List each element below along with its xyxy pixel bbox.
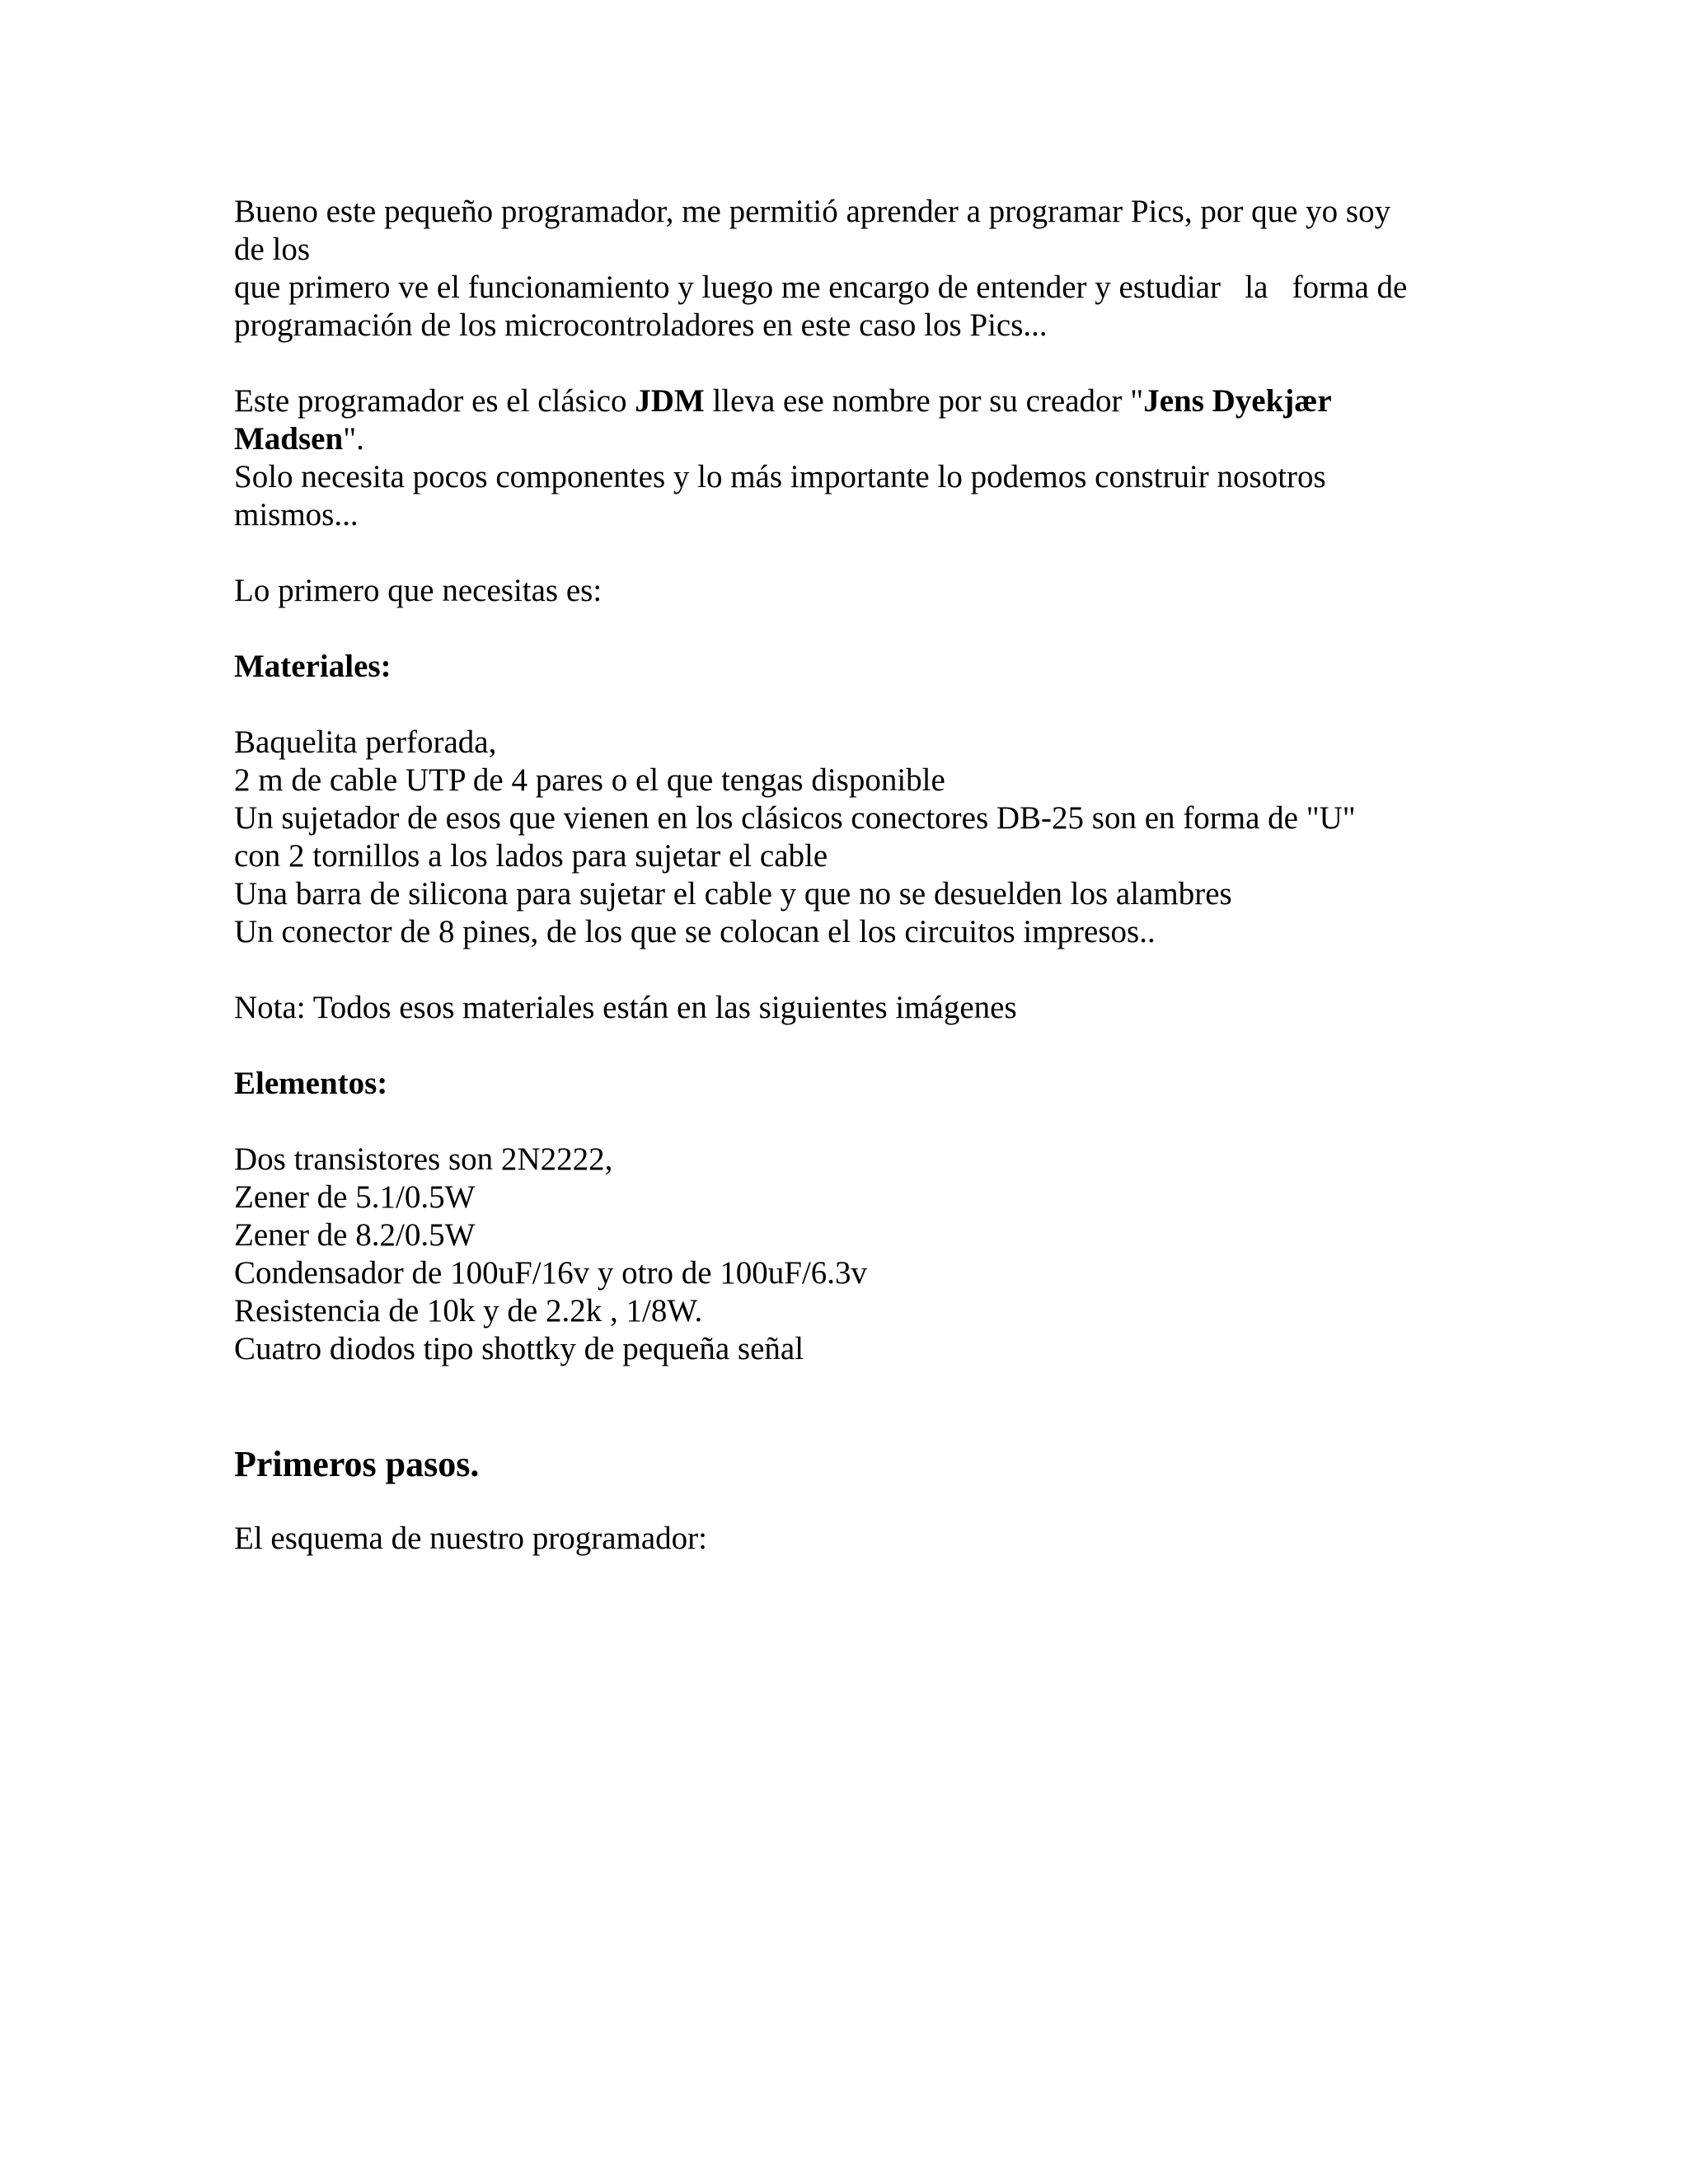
elementos-list [234,1141,1462,1368]
creator-name-first: Jens Dyekjær [1143,383,1332,419]
document-body [234,193,1462,1596]
intro-line: de los [234,232,311,267]
intro-line: programación de los microcontroladores en este caso los Pics... [234,307,1048,343]
lead-text: Lo primero que necesitas es: [234,573,603,608]
lead-paragraph [234,572,1462,610]
primeros-pasos-heading: Primeros pasos. [234,1444,480,1484]
jdm-text-pre: Este programador es el clásico [234,383,635,419]
materiales-list [234,724,1462,951]
materiales-heading: Materiales: [234,649,392,684]
intro-paragraph [234,193,1462,344]
nota-text: Nota: Todos esos materiales están en las siguientes imágenes [234,990,1017,1025]
intro-line: que primero ve el funcionamiento y luego me encargo de entender y estudiar la forma de [234,269,1408,305]
nota-paragraph [234,989,1462,1027]
list-item: Cuatro diodos tipo shottky de pequeña señal [234,1331,804,1366]
list-item: Condensador de 100uF/16v y otro de 100uF/6.3v [234,1255,868,1291]
list-item: Un conector de 8 pines, de los que se colocan el los circuitos impresos.. [234,914,1156,949]
jdm-name: JDM [635,383,705,419]
jdm-text-mid: lleva ese nombre por su creador " [704,383,1144,419]
list-item: Baquelita perforada, [234,724,497,760]
elementos-heading: Elementos: [234,1066,388,1101]
list-item: con 2 tornillos a los lados para sujetar el cable [234,838,828,874]
jdm-text-post: ". [343,421,364,457]
jdm-line-4: mismos... [234,497,359,532]
list-item: Un sujetador de esos que vienen en los clásicos conectores DB-25 son en forma de "U" [234,800,1356,836]
list-item: 2 m de cable UTP de 4 pares o el que tengas disponible [234,762,945,798]
esquema-paragraph [234,1520,1462,1558]
creator-name-last: Madsen [234,421,344,457]
jdm-line-1 [234,382,1462,420]
list-item: Zener de 5.1/0.5W [234,1179,476,1215]
jdm-line-2 [234,420,1462,458]
jdm-paragraph [234,382,1462,534]
intro-line: Bueno este pequeño programador, me permitió aprender a programar Pics, por que yo soy [234,194,1391,229]
list-item: Dos transistores son 2N2222, [234,1141,613,1177]
list-item: Una barra de silicona para sujetar el cable y que no se desuelden los alambres [234,876,1232,912]
esquema-text: El esquema de nuestro programador: [234,1521,707,1556]
list-item: Resistencia de 10k y de 2.2k , 1/8W. [234,1293,703,1329]
jdm-line-3: Solo necesita pocos componentes y lo más importante lo podemos construir nosotros [234,459,1326,494]
list-item: Zener de 8.2/0.5W [234,1217,476,1253]
